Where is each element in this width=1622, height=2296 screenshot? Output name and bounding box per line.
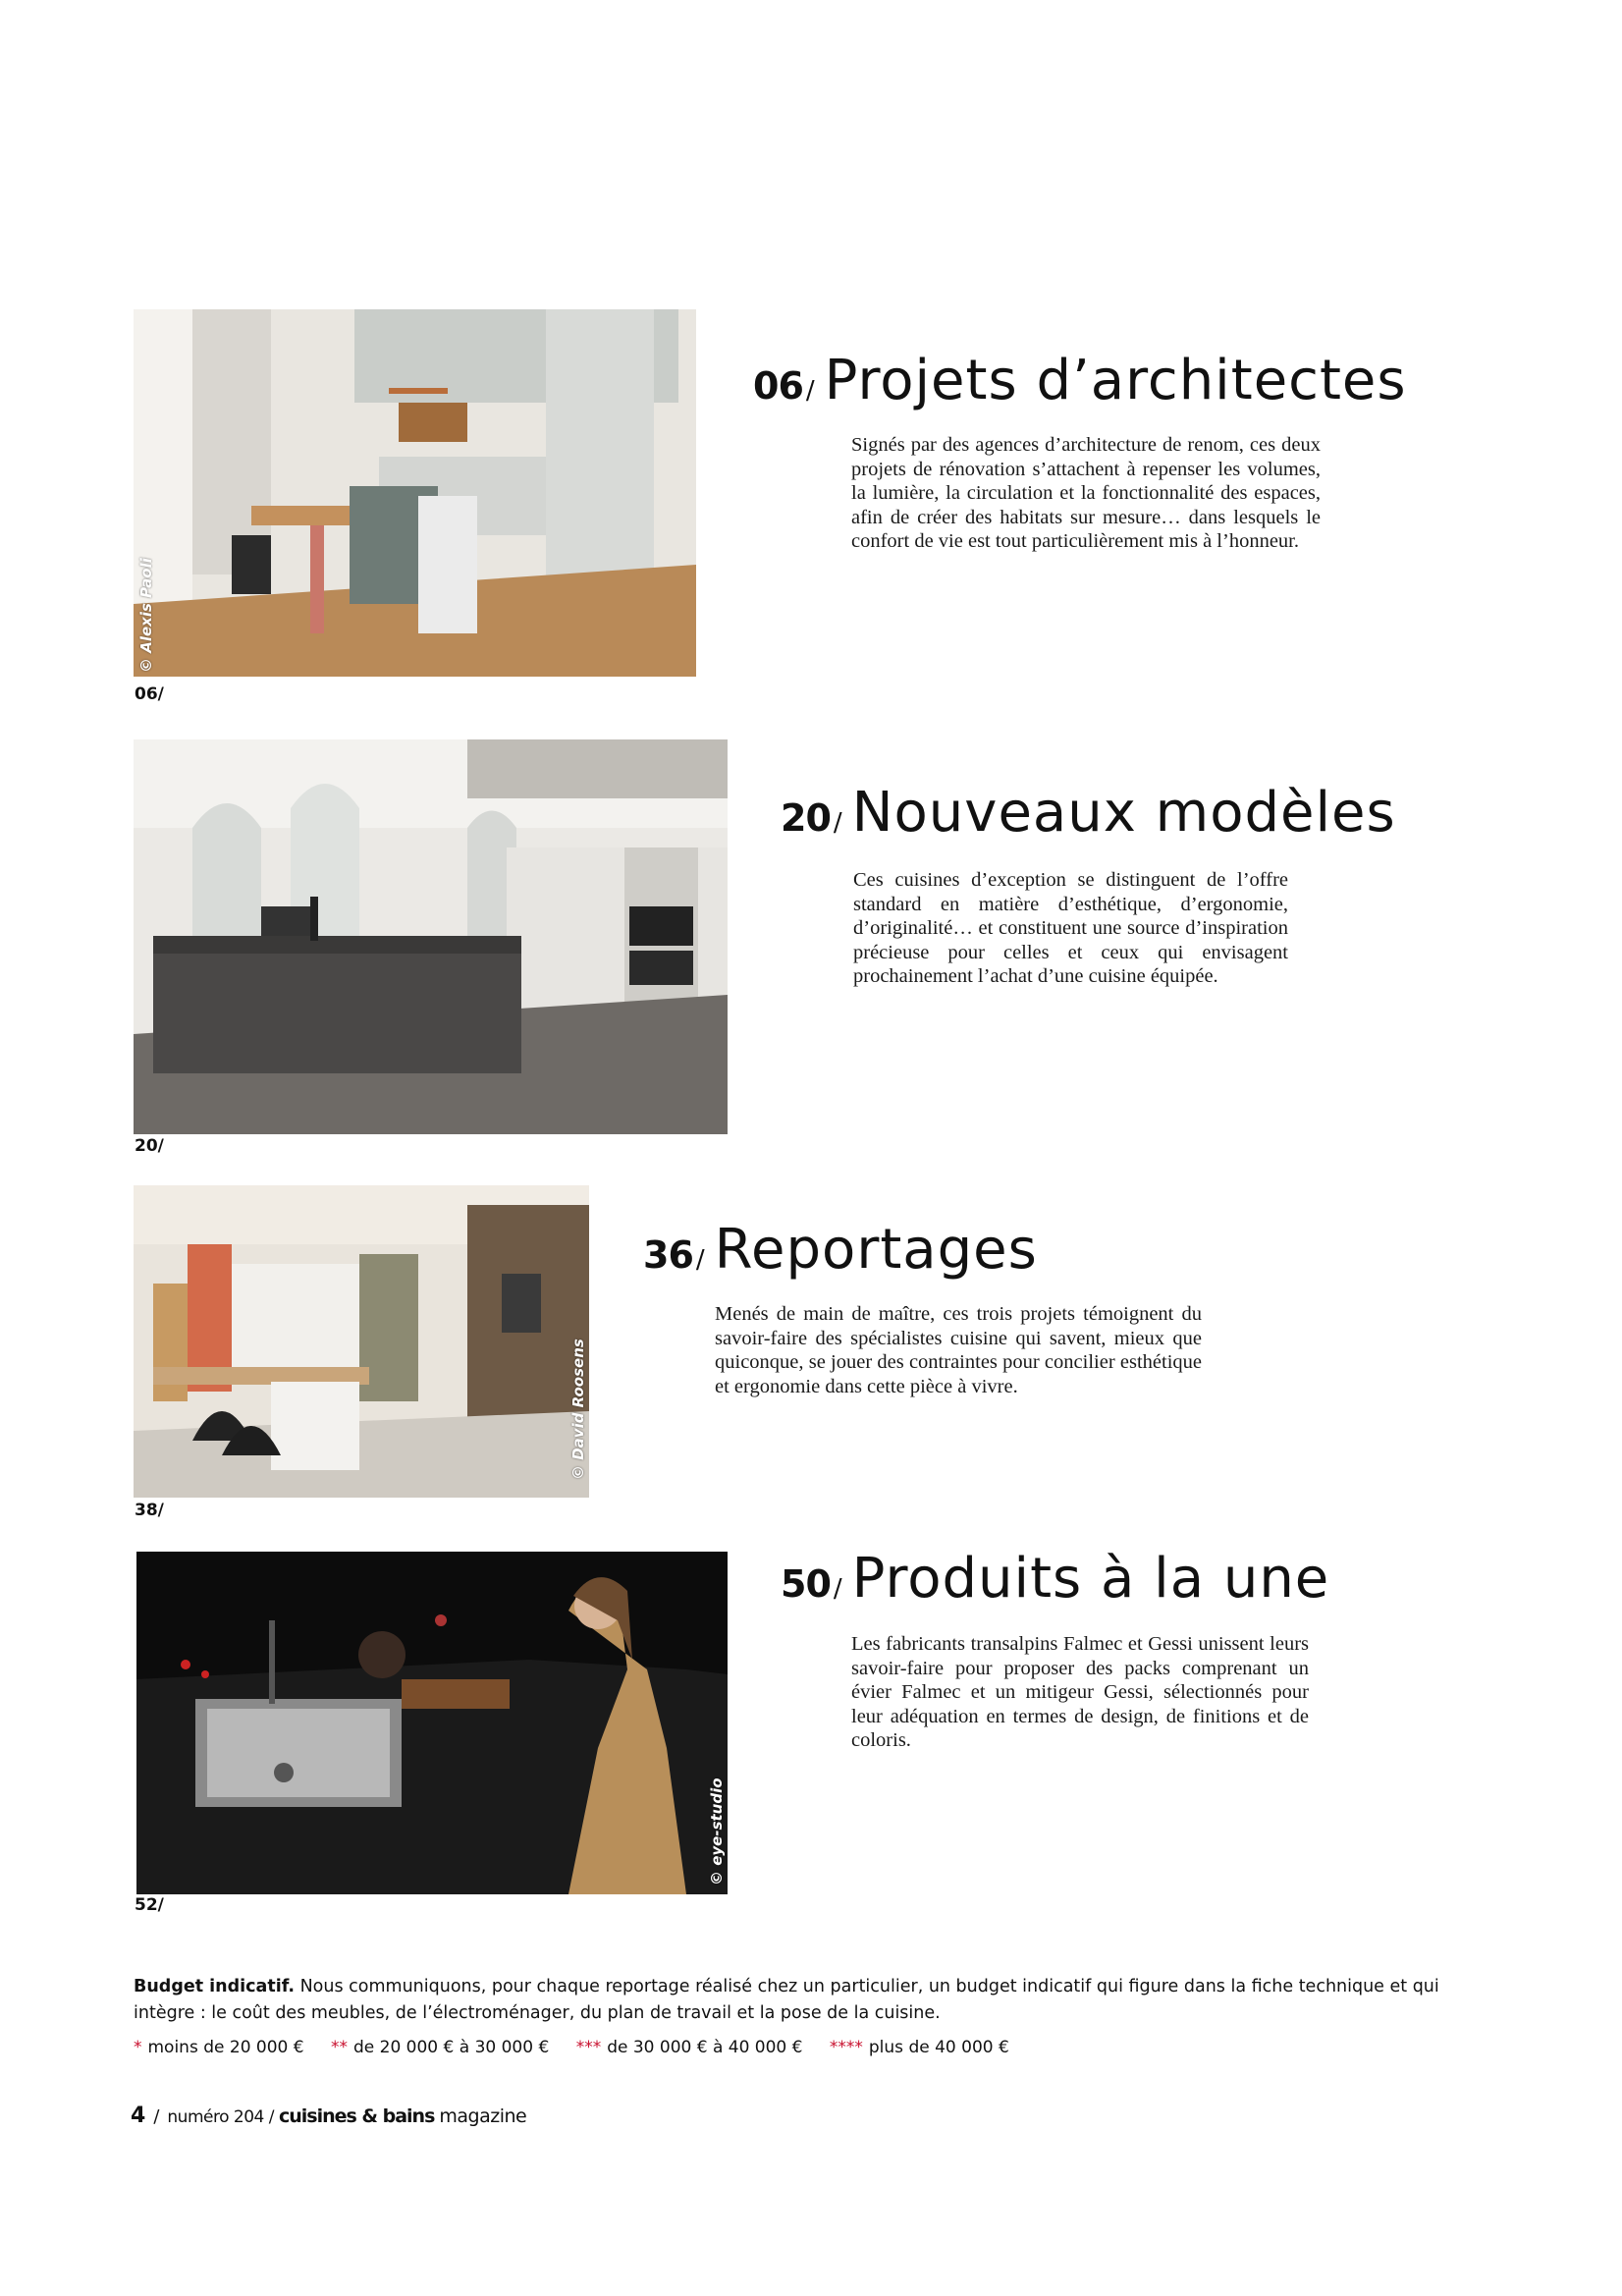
budget-label: Budget indicatif. (134, 1977, 296, 1996)
section-text: Menés de main de maître, ces trois projets témoignent du savoir-faire des spécialistes cuisine qui savent, mieux que quiconque, se jouer des contraintes pour concilier esthétique et ergonomie dans cette pièce à vivre. (715, 1303, 1202, 1397)
page-number: 4 (131, 2104, 146, 2128)
scale-stars: * (134, 2038, 142, 2057)
section-number: 36 (643, 1233, 693, 1277)
section-text: Les fabricants transalpins Falmec et Gessi unissent leurs savoir-faire pour proposer des packs comprenant un évier Falmec et un mitigeur Gessi, sélectionnés pour leur adéquation en termes de design, de finitions et de coloris. (851, 1633, 1309, 1751)
section-text: Ces cuisines d’exception se distinguent de l’offre standard en matière d’esthétique, d’ergonomie, d’originalité… et constituent une source d’inspiration précieuse pour celles et ceux qui envisagent prochainement l’achat d’une cuisine équipée. (853, 869, 1288, 987)
scale-stars: *** (575, 2038, 602, 2057)
budget-scale (134, 2038, 1031, 2057)
section-title: Nouveaux modèles (851, 781, 1396, 845)
page-ref: 06/ (135, 684, 164, 704)
scale-label: de 30 000 € à 40 000 € (607, 2038, 803, 2057)
page-footer (131, 2104, 526, 2128)
section-number: 20 (781, 796, 831, 840)
scale-stars: **** (829, 2038, 863, 2057)
section-title: Produits à la une (851, 1547, 1330, 1611)
budget-text: Nous communiquons, pour chaque reportage réalisé chez un particulier, un budget indicatif qui figure dans la fiche technique et qui intègre : le coût des meubles, de l’électroménager, du plan de travail et la pose de la cuisine. (134, 1977, 1439, 2023)
photo-credit: © David Roosens (569, 1339, 587, 1480)
magazine-name: cuisines & bains (278, 2105, 435, 2127)
magazine-suffix: magazine (439, 2105, 527, 2127)
section-slash: / (695, 1245, 705, 1275)
photo-produits-une (136, 1552, 728, 1894)
page-ref: 38/ (135, 1501, 164, 1520)
section-heading (781, 781, 1396, 845)
page-ref: 52/ (135, 1895, 164, 1915)
page-ref: 20/ (135, 1136, 164, 1156)
scale-stars: ** (330, 2038, 348, 2057)
section-slash: / (833, 1574, 842, 1604)
photo-credit: © eye-studio (708, 1777, 726, 1886)
footer-separator: / (153, 2106, 160, 2127)
scale-label: plus de 40 000 € (868, 2038, 1009, 2057)
section-slash: / (805, 376, 815, 406)
scale-label: moins de 20 000 € (147, 2038, 304, 2057)
photo-projets-architectes (134, 309, 696, 677)
scale-label: de 20 000 € à 30 000 € (352, 2038, 550, 2057)
section-title: Reportages (714, 1218, 1038, 1282)
section-heading (781, 1547, 1329, 1611)
section-number: 06 (753, 364, 803, 408)
photo-reportages (134, 1185, 589, 1498)
budget-note (134, 1974, 1469, 2027)
section-slash: / (833, 808, 842, 838)
photo-nouveaux-modeles (134, 739, 728, 1134)
section-title: Projets d’architectes (824, 349, 1407, 412)
section-heading (643, 1218, 1038, 1282)
section-number: 50 (781, 1562, 831, 1606)
issue-number: numéro 204 / (167, 2107, 274, 2127)
photo-credit: © Alexis Paoli (137, 558, 155, 673)
section-heading (753, 349, 1407, 412)
section-text: Signés par des agences d’architecture de renom, ces deux projets de rénovation s’attachent à repenser les volumes, la lumière, la circulation et la fonctionnalité des espaces, afin de créer des habitats sur mesure… dans lesquels le confort de vie est tout particulièrement mis à l’honneur. (851, 434, 1321, 552)
